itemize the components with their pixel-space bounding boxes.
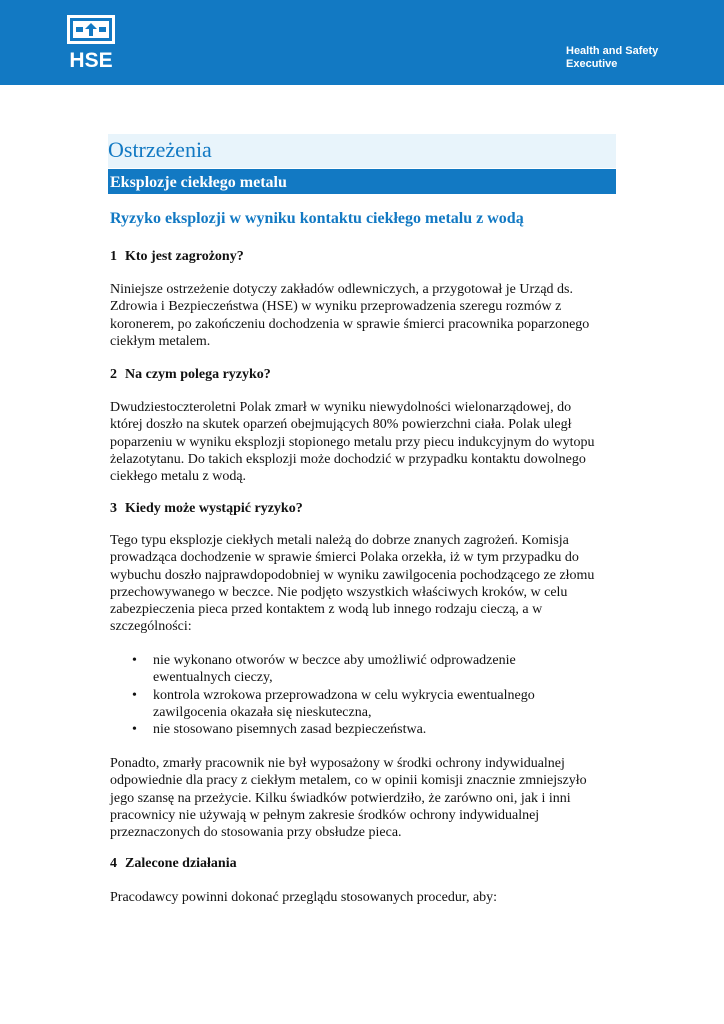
section-heading-text: Zalecone działania [125, 856, 237, 871]
section-1-paragraph [110, 281, 620, 350]
risk-factors-list [110, 652, 593, 738]
paragraph-line: Tego typu eksplozje ciekłych metali należą do dobrze znanych zagrożeń. Komisja [110, 533, 569, 548]
list-item [110, 652, 593, 687]
section-heading-text: Kto jest zagrożony? [125, 249, 244, 264]
paragraph-line: przeznaczonych do stosowania przy obsłudze pieca. [110, 825, 402, 841]
org-name-line1: Health and Safety [566, 45, 659, 57]
hse-logo-icon [64, 14, 118, 70]
list-item [110, 721, 593, 738]
paragraph-line: Dwudziestoczteroletni Polak zmarł w wyniku niewydolności wielonarządowej, do [110, 400, 572, 415]
paragraph-line: wybuchu doszło najprawdopodobniej w wyniku zawilgocenia pochodzącego ze złomu [110, 567, 595, 583]
section-number: 4 [110, 856, 117, 871]
section-title: Eksplozje ciekłego metalu [110, 174, 287, 191]
bullet-icon: • [132, 687, 137, 703]
section-2-heading [110, 366, 271, 384]
header-bar [0, 0, 724, 85]
paragraph-line: której doszło na skutek oparzeń obejmujących 80% powierzchni ciała. Polak uległ [110, 417, 572, 433]
section-number: 2 [110, 367, 117, 382]
organization-name [566, 45, 706, 71]
paragraph-line: Niniejsze ostrzeżenie dotyczy zakładów odlewniczych, a przygotował je Urząd ds. [110, 282, 573, 297]
paragraph-line: szczególności: [110, 619, 192, 635]
page-title: Ostrzeżenia [108, 137, 212, 162]
section-4-paragraph [110, 889, 620, 906]
paragraph-line: zabezpieczenia pieca przed kontaktem z wodą lub innego rodzaju cieczą, a w [110, 602, 543, 618]
paragraph-line: koronerem, po zakończeniu dochodzenia w sprawie śmierci pracownika poparzonego [110, 316, 590, 332]
list-item-line: nie wykonano otworów w beczce aby umożliwić odprowadzenie [153, 653, 516, 668]
section-heading-text: Na czym polega ryzyko? [125, 367, 271, 382]
hse-logo [64, 14, 118, 70]
list-item-line: kontrola wzrokowa przeprowadzona w celu wykrycia ewentualnego [153, 687, 535, 703]
org-name-line2: Executive [566, 58, 618, 70]
section-3-paragraph [110, 532, 620, 636]
bullet-icon: • [132, 722, 137, 738]
section-number: 3 [110, 501, 117, 516]
paragraph-line: Zdrowia i Bezpieczeństwa (HSE) w wyniku przeprowadzenia szeregu rozmów z [110, 299, 562, 315]
section-number: 1 [110, 249, 117, 264]
paragraph-line: pracownicy nie używają w pełnym zakresie środków ochrony indywidualnej [110, 807, 540, 823]
paragraph-line: jego szansę na przeżycie. Kilku świadków potwierdziło, że zarówno oni, jak i inni [110, 790, 571, 806]
logo-text: HSE [69, 49, 113, 70]
paragraph-line: ciekłym metalem. [110, 333, 211, 349]
list-item-line: ewentualnych cieczy, [153, 670, 273, 686]
section-3-paragraph-continued [110, 755, 620, 841]
list-item-line: nie stosowano pisemnych zasad bezpieczeństwa. [153, 722, 427, 738]
list-item-line: zawilgocenia okazała się nieskuteczna, [153, 704, 372, 720]
section-4-heading [110, 855, 237, 873]
paragraph-line: prowadząca dochodzenie w sprawie śmierci Polaka orzekła, iż w tym przypadku do [110, 550, 579, 566]
paragraph-line: ciekłego metalu z wodą. [110, 469, 247, 485]
section-1-heading [110, 248, 244, 266]
list-item [110, 687, 593, 722]
section-heading-text: Kiedy może wystąpić ryzyko? [125, 501, 303, 516]
paragraph-line: Ponadto, zmarły pracownik nie był wyposażony w środki ochrony indywidualnej [110, 756, 565, 771]
paragraph-line: poparzeniu w wyniku eksplozji stopionego metalu przy piecu indukcyjnym do wytopu [110, 434, 595, 450]
paragraph-line: odpowiednie dla pracy z ciekłym metalem, co w opinii komisji znacznie zmniejszyło [110, 773, 587, 789]
paragraph-line: przechowywanego w beczce. Nie podjęto wszystkich właściwych kroków, w celu [110, 584, 568, 600]
document-subtitle: Ryzyko eksplozji w wyniku kontaktu ciekłego metalu z wodą [110, 210, 524, 227]
section-2-paragraph [110, 399, 620, 485]
section-3-heading [110, 500, 303, 518]
paragraph-line: Pracodawcy powinni dokonać przeglądu stosowanych procedur, aby: [110, 890, 498, 905]
paragraph-line: żelazotytanu. Do takich eksplozji może dochodzić w przypadku kontaktu dowolnego [110, 451, 586, 467]
bullet-icon: • [132, 653, 137, 668]
